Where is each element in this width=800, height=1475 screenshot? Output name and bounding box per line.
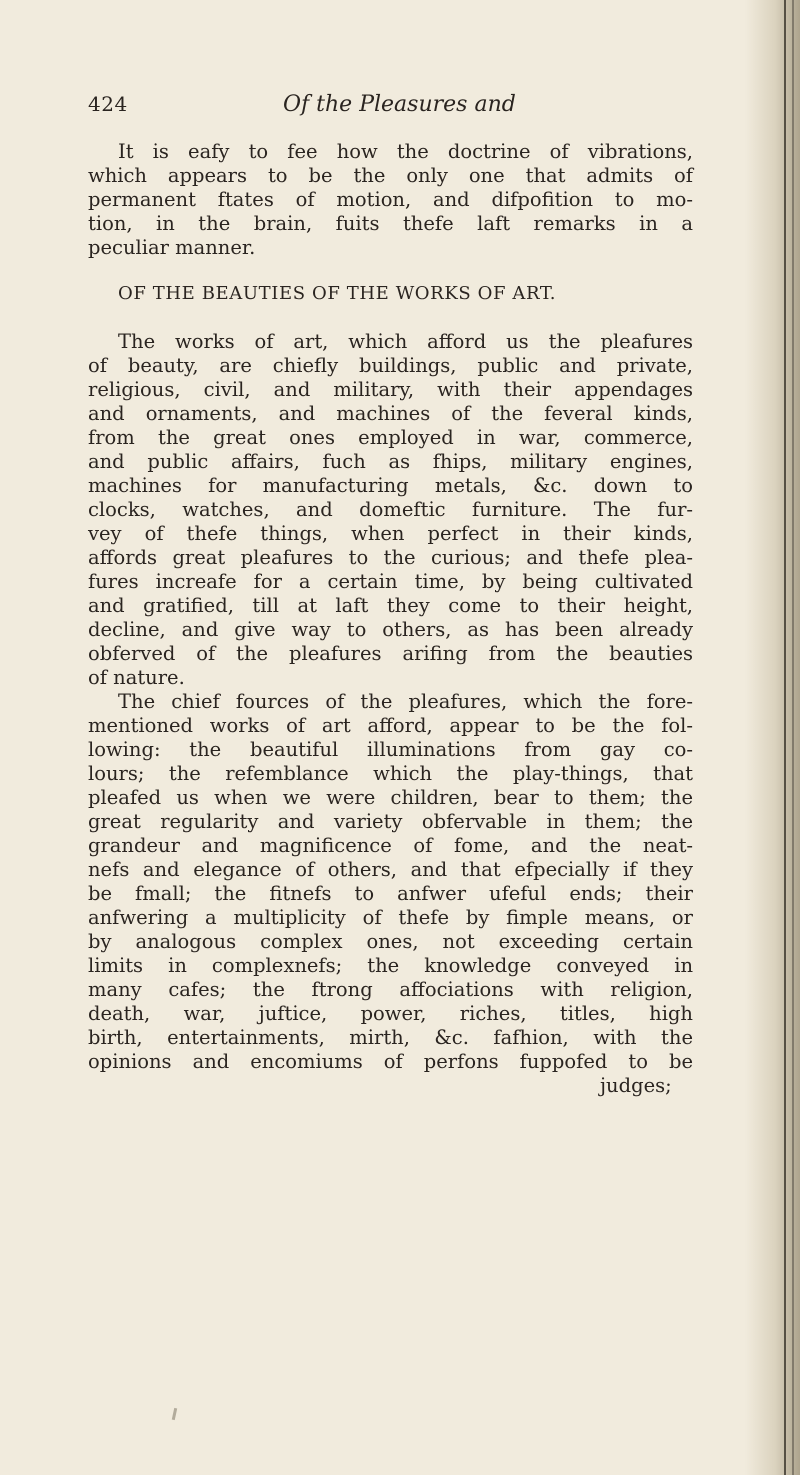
body-text-line: birth, entertainments, mirth, &c. fafhion, with the: [88, 1026, 693, 1049]
page-edge-outer: [792, 0, 794, 1475]
body-text-line: It is eafy to fee how the doctrine of vibrations,: [118, 140, 693, 163]
body-text-line: permanent ftates of motion, and difpofition to mo-: [88, 188, 693, 211]
body-text-line: obferved of the pleafures arifing from the beauties: [88, 642, 693, 665]
page-edge: [784, 0, 786, 1475]
running-head: Of the Pleasures and: [283, 92, 516, 117]
body-text-line: opinions and encomiums of perfons fuppofed to be: [88, 1050, 693, 1073]
body-text-line: The chief fources of the pleafures, which the fore-: [118, 690, 693, 713]
body-text-line: anfwering a multiplicity of thefe by fimple means, or: [88, 906, 693, 929]
body-text-line: of beauty, are chiefly buildings, public and private,: [88, 354, 693, 377]
body-text-line: of nature.: [88, 666, 185, 689]
body-text-line: great regularity and variety obfervable in them; the: [88, 810, 693, 833]
body-text-line: tion, in the brain, fuits thefe laft remarks in a: [88, 212, 693, 235]
catchword: judges;: [600, 1074, 672, 1097]
body-text-line: be fmall; the fitnefs to anfwer ufeful ends; their: [88, 882, 693, 905]
running-header: [88, 92, 688, 122]
body-text-line: which appears to be the only one that admits of: [88, 164, 693, 187]
paper-blemish: [172, 1408, 177, 1420]
section-heading: OF THE BEAUTIES OF THE WORKS OF ART.: [118, 283, 557, 304]
body-text-line: death, war, juftice, power, riches, titles, high: [88, 1002, 693, 1025]
page-number: 424: [88, 92, 128, 116]
body-text-line: from the great ones employed in war, commerce,: [88, 426, 693, 449]
body-text-line: vey of thefe things, when perfect in their kinds,: [88, 522, 693, 545]
body-text-line: decline, and give way to others, as has been already: [88, 618, 693, 641]
body-text-line: by analogous complex ones, not exceeding certain: [88, 930, 693, 953]
body-text-line: nefs and elegance of others, and that efpecially if they: [88, 858, 693, 881]
body-text-line: and public affairs, fuch as fhips, military engines,: [88, 450, 693, 473]
body-text-line: many cafes; the ftrong affociations with religion,: [88, 978, 693, 1001]
body-text-line: and ornaments, and machines of the feveral kinds,: [88, 402, 693, 425]
body-text-line: mentioned works of art afford, appear to be the fol-: [88, 714, 693, 737]
body-text-line: affords great pleafures to the curious; and thefe plea-: [88, 546, 693, 569]
body-text-line: The works of art, which afford us the pleafures: [118, 330, 693, 353]
body-text-line: lours; the refemblance which the play-things, that: [88, 762, 693, 785]
body-text-line: machines for manufacturing metals, &c. down to: [88, 474, 693, 497]
body-text-line: peculiar manner.: [88, 236, 256, 259]
body-text-line: grandeur and magnificence of fome, and the neat-: [88, 834, 693, 857]
body-text-line: limits in complexnefs; the knowledge conveyed in: [88, 954, 693, 977]
body-text-line: fures increafe for a certain time, by being cultivated: [88, 570, 693, 593]
body-text-line: lowing: the beautiful illuminations from gay co-: [88, 738, 693, 761]
body-text-line: and gratified, till at laft they come to their height,: [88, 594, 693, 617]
body-text-line: pleafed us when we were children, bear to them; the: [88, 786, 693, 809]
body-text-line: clocks, watches, and domeftic furniture. The fur-: [88, 498, 693, 521]
body-text-line: religious, civil, and military, with their appendages: [88, 378, 693, 401]
